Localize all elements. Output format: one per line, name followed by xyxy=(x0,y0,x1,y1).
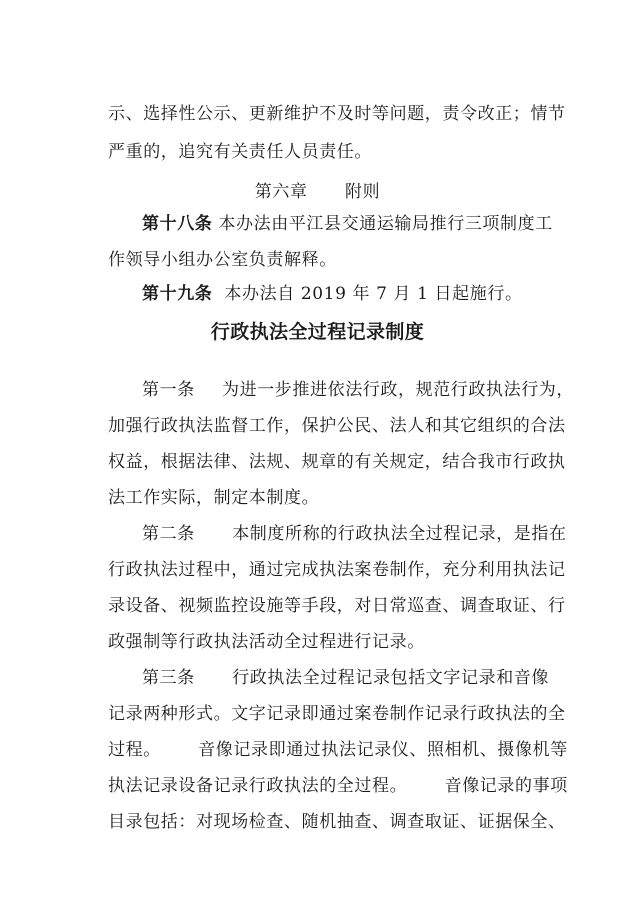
sentence-fragment: 执法记录设备记录行政执法的全过程。 xyxy=(108,776,408,796)
article-3-line xyxy=(142,666,548,690)
paragraph-line xyxy=(108,738,568,762)
paragraph-line: 行政执法过程中，通过完成执法案卷制作，充分利用执法记 xyxy=(108,560,566,580)
paragraph-line: 加强行政执法监督工作，保护公民、法人和其它组织的合法 xyxy=(108,416,566,436)
article-19-text: 本办法自 2019 年 7 月 1 日起施行。 xyxy=(224,284,523,304)
section-title: 行政执法全过程记录制度 xyxy=(210,321,425,343)
article-3-heading: 第三条 xyxy=(142,668,195,688)
article-1-text: 为进一步推进依法行政，规范行政执法行为， xyxy=(222,380,574,400)
article-18-line xyxy=(142,212,553,236)
paragraph-line: 记录两种形式。文字记录即通过案卷制作记录行政执法的全 xyxy=(108,704,566,724)
article-18-heading: 第十八条 xyxy=(142,214,213,234)
paragraph-line: 法工作实际，制定本制度。 xyxy=(108,488,320,508)
article-2-text: 本制度所称的行政执法全过程记录，是指在 xyxy=(232,524,567,544)
paragraph-line: 录设备、视频监控设施等手段，对日常巡查、调查取证、行 xyxy=(108,596,566,616)
article-19-line xyxy=(142,282,548,306)
paragraph-line: 作领导小组办公室负责解释。 xyxy=(108,250,337,270)
chapter-name: 附则 xyxy=(345,182,381,202)
paragraph-line: 严重的，追究有关责任人员责任。 xyxy=(108,142,372,162)
article-1-heading: 第一条 xyxy=(142,380,195,400)
paragraph-line xyxy=(108,774,568,798)
sentence-fragment: 音像记录即通过执法记录仪、照相机、摄像机等 xyxy=(198,740,568,760)
sentence-fragment: 音像记录的事项 xyxy=(444,776,568,796)
article-3-text: 行政执法全过程记录包括文字记录和音像 xyxy=(232,668,550,688)
article-19-heading: 第十九条 xyxy=(142,284,213,304)
paragraph-line: 示、选择性公示、更新维护不及时等问题，责令改正；情节 xyxy=(108,104,566,124)
sentence-fragment: 过程。 xyxy=(108,740,161,760)
paragraph-line: 权益，根据法律、法规、规章的有关规定，结合我市行政执 xyxy=(108,452,566,472)
article-1-line xyxy=(142,378,574,402)
chapter-heading xyxy=(0,180,635,204)
article-18-text: 本办法由平江县交通运输局推行三项制度工 xyxy=(218,214,553,234)
paragraph-line: 政强制等行政执法活动全过程进行记录。 xyxy=(108,632,425,652)
article-2-heading: 第二条 xyxy=(142,524,195,544)
paragraph-line: 目录包括：对现场检查、随机抽查、调查取证、证据保全、 xyxy=(108,812,566,832)
chapter-number: 第六章 xyxy=(254,182,308,202)
article-2-line xyxy=(142,522,567,546)
